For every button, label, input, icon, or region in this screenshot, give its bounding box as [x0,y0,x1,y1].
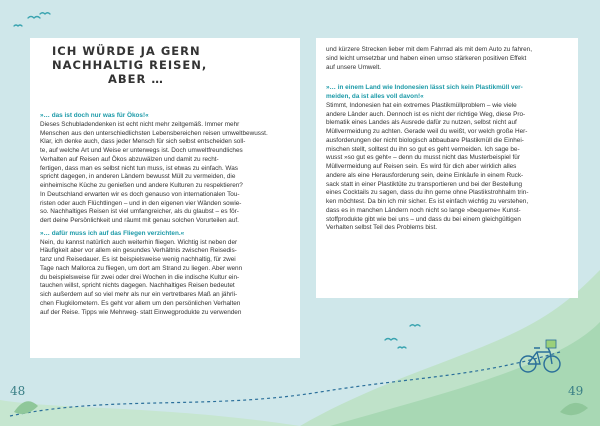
paragraph-line: wusst »so gut es geht« – denn du musst nicht das Musterbeispiel für [326,154,520,162]
title-line-1: ICH WÜRDE JA GERN NACHHALTIG REISEN, [52,44,208,72]
paragraph-line: blematik eines Landes als Ausrede dafür zu nutzen, selbst nicht auf [326,119,517,127]
paragraph-line: sich außerdem auf so viel mehr als nur ein vertretbares Maß an jährli- [40,291,238,298]
paragraph-line: auf der Reise. Tipps wie Mehrweg- statt Einwegprodukte zu verwenden [40,308,242,316]
page-number-left: 48 [10,384,26,398]
paragraph-line: ausforderungen der nicht biologisch abbaubare Plastikmüll die Einhei- [326,136,524,144]
paragraph-line: Tage nach Mallorca zu fliegen, um dort am Strand zu liegen. Aber wenn [40,264,243,272]
paragraph-line: Müllvermeidung zu achten. Gerade weil du weißt, vor welch große Her- [326,128,528,135]
paragraph-line: mischen stellt, solltest du ihn so gut es geht vermeiden. Ich sage be- [326,145,520,153]
paragraph-line: Häufigkeit aber vor allem ein gesundes Verhältnis zwischen Reisedis- [40,247,237,255]
paragraph-line: Verhalten auf Reisen auf Ökos abzuwälzen und damit zu recht- [40,155,219,163]
section-heading: »… das ist doch nur was für Ökos!« [40,112,149,119]
paragraph-line: In Deutschland erwarten wir es doch genauso von internationalen Tou- [40,190,240,198]
paragraph-line: sack statt in einer Plastiktüte zu transportieren und bei der Bestellung [326,180,523,188]
paragraph-line: Dieses Schubladendenken ist echt nicht mehr zeitgemäß. Immer mehr [40,120,240,128]
paragraph-line: ken möchtest. Da bin ich mir sicher. Es ist einfach wichtig zu verstehen, [326,198,529,205]
paragraph-line: du beispielsweise für zwei oder drei Wochen in die indische Kultur ein- [40,273,240,281]
paragraph-line: sind leicht umsetzbar und haben einen umso stärkeren positiven Effekt [326,54,527,62]
paragraph-line: chen Flugkilometern. Es geht vor allem um den persönlichen Verhalten [40,299,241,307]
paragraph-line: und kürzere Strecken lieber mit dem Fahrrad als mit dem Auto zu fahren, [326,46,533,53]
paragraph-line: einheimische Küche zu genießen und andere Kulturen zu respektieren? [40,182,243,189]
paragraph-line: fertigen, dass man es selbst nicht tun muss, ist etwas zu einfach. Was [40,164,238,172]
paragraph-line: spricht dagegen, in anderen Ländern bewusst Müll zu vermeiden, die [40,173,236,181]
paragraph-line: andere als eine Herausforderung sein, deine Einkäufe in einem Ruck- [326,171,524,179]
paragraph-line: dass es in manchen Ländern noch nicht so lange »bequeme« Kunst- [326,206,521,214]
page-title [52,44,292,86]
paragraph-line: tauchen willst, spricht nichts dagegen. Nachhaltiges Reisen bedeutet [40,282,235,290]
paragraph-line: Müllvermeidung auf Reisen sein. Es wird für dich aber wirklich alles [326,163,517,170]
paragraph-line: tanz und Reisedauer. Es ist beispielsweise wenig nachhaltig, für zwei [40,256,236,263]
paragraph-line: risten oder auch Flüchtlingen – und in den eigenen vier Wänden sowie- [40,199,242,207]
title-line-2: ABER … [108,72,164,86]
paragraph-line: te, auf welche Art und Weise er unterwegs ist. Doch umweltfreundliches [40,147,243,154]
paragraph-line: Verhalten selbst Teil des Problems bist. [326,224,438,232]
paragraph-line: stoffprodukte gibt wie bei uns – und dass du bei einem gleichgültigen [326,215,521,223]
paragraph-line: Stimmt, Indonesien hat ein extremes Plastikmüllproblem – wie viele [326,101,517,109]
paragraph-line: auf unsere Umwelt. [326,63,382,71]
paragraph-line: eines Cocktails zu sagen, dass du ihn gerne ohne Plastikstrohhalm trin- [326,189,529,197]
paragraph-line: so. Nachhaltiges Reisen ist viel umfangreicher, als du glaubst – es för- [40,208,239,216]
page-number-right: 49 [568,384,584,398]
spacer [326,72,570,80]
section-heading: »… dafür muss ich auf das Fliegen verzichten.« [40,229,185,237]
paragraph-line: andere Länder auch. Dennoch ist es nicht der richtige Weg, diese Pro- [326,110,526,118]
section-heading: »… in einem Land wie Indonesien lässt sich kein Plastikmüll ver- [326,84,523,92]
right-page-body [326,46,570,233]
section-heading: meiden, da ist alles voll davon!« [326,93,424,100]
paragraph-line: Menschen aus den unterschiedlichsten Lebensbereichen reisen umweltbewusst. [40,129,268,137]
left-page-body [40,108,292,317]
paragraph-line: Klar, ich denke auch, dass jeder Mensch für sich selbst entscheiden soll- [40,138,246,146]
paragraph-line: Nein, du kannst natürlich auch weiterhin fliegen. Wichtig ist neben der [40,238,238,246]
paragraph-line: dert deine Persönlichkeit und räumt mit genau solchen Vorurteilen auf. [40,217,239,224]
